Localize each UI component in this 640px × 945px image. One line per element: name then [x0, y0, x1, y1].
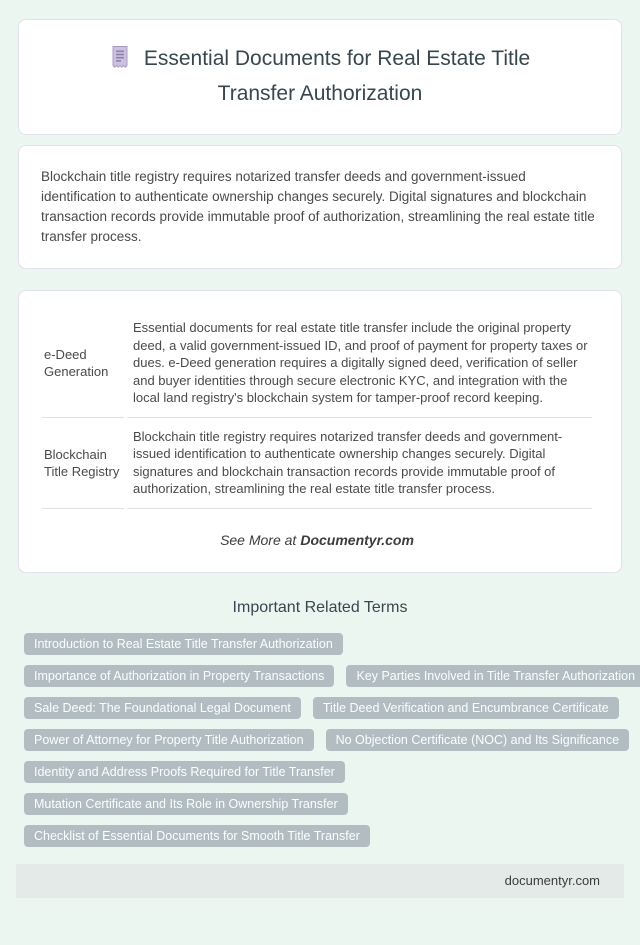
related-term-tag[interactable]: Title Deed Verification and Encumbrance Certificate	[313, 697, 619, 719]
details-card	[18, 290, 622, 573]
table-row	[42, 309, 592, 418]
tag-row	[24, 793, 616, 815]
term-cell: Blockchain Title Registry	[42, 418, 124, 509]
related-term-tag[interactable]: Identity and Address Proofs Required for Title Transfer	[24, 761, 345, 783]
table-row	[42, 418, 592, 509]
related-terms-list	[24, 633, 636, 847]
page-title-text: Essential Documents for Real Estate Title Transfer Authorization	[143, 47, 531, 105]
title-card	[18, 19, 622, 135]
page-title	[70, 43, 570, 109]
related-term-tag[interactable]: Mutation Certificate and Its Role in Ownership Transfer	[24, 793, 348, 815]
related-term-tag[interactable]: Checklist of Essential Documents for Smooth Title Transfer	[24, 825, 370, 847]
page	[0, 19, 640, 898]
tag-row	[24, 729, 620, 751]
tag-row	[24, 633, 616, 655]
related-term-tag[interactable]: Introduction to Real Estate Title Transfer Authorization	[24, 633, 343, 655]
description-cell: Blockchain title registry requires notarized transfer deeds and government-issued identification to authenticate ownership changes securely. Digital signatures and blockchain transaction records provide immutable proof of authorization, streamlining the real estate title transfer process.	[127, 418, 592, 509]
tag-row	[24, 825, 616, 847]
footer-bar	[16, 864, 624, 898]
description-cell: Essential documents for real estate title transfer include the original property deed, a valid government-issued ID, and proof of payment for property taxes or dues. e-Deed generation requires a digitally signed deed, verification of seller and buyer identities through secure electronic KYC, and integration with the local land registry's blockchain system for tamper-proof record keeping.	[127, 309, 592, 418]
footer-site-label: documentyr.com	[504, 873, 600, 888]
details-table	[39, 309, 595, 509]
related-term-tag[interactable]: Sale Deed: The Foundational Legal Document	[24, 697, 301, 719]
related-terms-heading: Important Related Terms	[232, 598, 408, 616]
tag-row	[24, 761, 616, 783]
see-more-prefix: See More at	[220, 531, 297, 548]
see-more-site-link[interactable]: Documentyr.com	[300, 531, 414, 548]
related-term-tag[interactable]: Power of Attorney for Property Title Authorization	[24, 729, 314, 751]
receipt-icon	[110, 45, 130, 78]
tag-row	[24, 697, 616, 719]
related-term-tag[interactable]: No Objection Certificate (NOC) and Its Significance	[326, 729, 629, 751]
intro-text: Blockchain title registry requires notarized transfer deeds and government-issued identification to authenticate ownership changes securely. Digital signatures and blockchain transaction records provide immutable proof of authorization, streamlining the real estate title transfer process.	[41, 169, 595, 244]
related-term-tag[interactable]: Importance of Authorization in Property Transactions	[24, 665, 334, 687]
term-cell: e-Deed Generation	[42, 309, 124, 418]
tag-row	[24, 665, 636, 687]
intro-card	[18, 145, 622, 269]
see-more-line	[39, 532, 595, 548]
related-term-tag[interactable]: Key Parties Involved in Title Transfer Authorization	[346, 665, 640, 687]
